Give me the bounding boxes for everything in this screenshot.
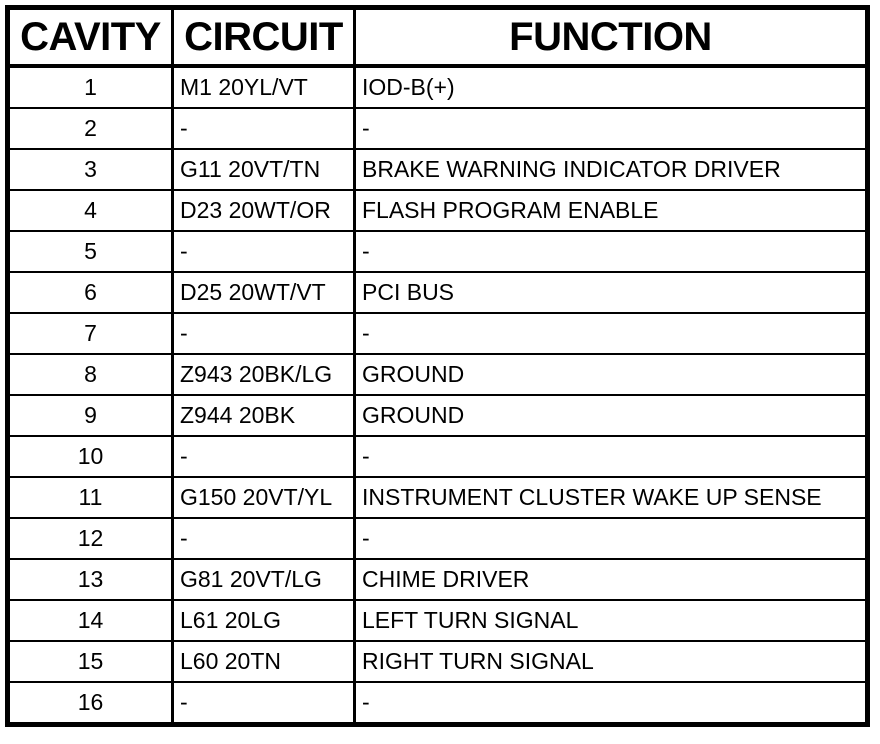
function-cell: - bbox=[355, 518, 868, 559]
table-row bbox=[8, 395, 868, 436]
circuit-cell: - bbox=[173, 231, 355, 272]
circuit-cell: L60 20TN bbox=[173, 641, 355, 682]
table-row bbox=[8, 600, 868, 641]
header-row bbox=[8, 8, 868, 67]
function-cell: - bbox=[355, 682, 868, 725]
table-row bbox=[8, 313, 868, 354]
table-row bbox=[8, 231, 868, 272]
circuit-cell: - bbox=[173, 518, 355, 559]
header-cavity: CAVITY bbox=[8, 8, 173, 67]
cavity-cell: 4 bbox=[8, 190, 173, 231]
cavity-cell: 2 bbox=[8, 108, 173, 149]
cavity-cell: 6 bbox=[8, 272, 173, 313]
function-cell: GROUND bbox=[355, 395, 868, 436]
function-cell: - bbox=[355, 231, 868, 272]
function-cell: - bbox=[355, 436, 868, 477]
cavity-cell: 10 bbox=[8, 436, 173, 477]
table-row bbox=[8, 477, 868, 518]
circuit-cell: - bbox=[173, 436, 355, 477]
function-cell: LEFT TURN SIGNAL bbox=[355, 600, 868, 641]
cavity-cell: 1 bbox=[8, 66, 173, 108]
function-cell: INSTRUMENT CLUSTER WAKE UP SENSE bbox=[355, 477, 868, 518]
table-row bbox=[8, 66, 868, 108]
table-row bbox=[8, 354, 868, 395]
cavity-cell: 12 bbox=[8, 518, 173, 559]
function-cell: CHIME DRIVER bbox=[355, 559, 868, 600]
circuit-cell: - bbox=[173, 313, 355, 354]
cavity-cell: 8 bbox=[8, 354, 173, 395]
table-row bbox=[8, 190, 868, 231]
header-function: FUNCTION bbox=[355, 8, 868, 67]
circuit-cell: M1 20YL/VT bbox=[173, 66, 355, 108]
cavity-cell: 13 bbox=[8, 559, 173, 600]
circuit-cell: - bbox=[173, 682, 355, 725]
table-row bbox=[8, 149, 868, 190]
table-body bbox=[8, 66, 868, 725]
circuit-cell: Z943 20BK/LG bbox=[173, 354, 355, 395]
function-cell: BRAKE WARNING INDICATOR DRIVER bbox=[355, 149, 868, 190]
cavity-cell: 7 bbox=[8, 313, 173, 354]
circuit-cell: Z944 20BK bbox=[173, 395, 355, 436]
table-row bbox=[8, 436, 868, 477]
circuit-cell: - bbox=[173, 108, 355, 149]
table-row bbox=[8, 682, 868, 725]
table-header bbox=[8, 8, 868, 67]
table-row bbox=[8, 559, 868, 600]
cavity-cell: 3 bbox=[8, 149, 173, 190]
table-row bbox=[8, 518, 868, 559]
function-cell: - bbox=[355, 108, 868, 149]
circuit-cell: D23 20WT/OR bbox=[173, 190, 355, 231]
function-cell: FLASH PROGRAM ENABLE bbox=[355, 190, 868, 231]
cavity-cell: 5 bbox=[8, 231, 173, 272]
table-row bbox=[8, 108, 868, 149]
function-cell: IOD-B(+) bbox=[355, 66, 868, 108]
circuit-cell: L61 20LG bbox=[173, 600, 355, 641]
cavity-cell: 9 bbox=[8, 395, 173, 436]
cavity-cell: 11 bbox=[8, 477, 173, 518]
connector-pinout-table bbox=[5, 5, 870, 727]
table-row bbox=[8, 272, 868, 313]
function-cell: PCI BUS bbox=[355, 272, 868, 313]
circuit-cell: G81 20VT/LG bbox=[173, 559, 355, 600]
function-cell: RIGHT TURN SIGNAL bbox=[355, 641, 868, 682]
circuit-cell: G11 20VT/TN bbox=[173, 149, 355, 190]
function-cell: - bbox=[355, 313, 868, 354]
header-circuit: CIRCUIT bbox=[173, 8, 355, 67]
cavity-cell: 16 bbox=[8, 682, 173, 725]
table-row bbox=[8, 641, 868, 682]
circuit-cell: D25 20WT/VT bbox=[173, 272, 355, 313]
circuit-cell: G150 20VT/YL bbox=[173, 477, 355, 518]
function-cell: GROUND bbox=[355, 354, 868, 395]
cavity-cell: 15 bbox=[8, 641, 173, 682]
cavity-cell: 14 bbox=[8, 600, 173, 641]
